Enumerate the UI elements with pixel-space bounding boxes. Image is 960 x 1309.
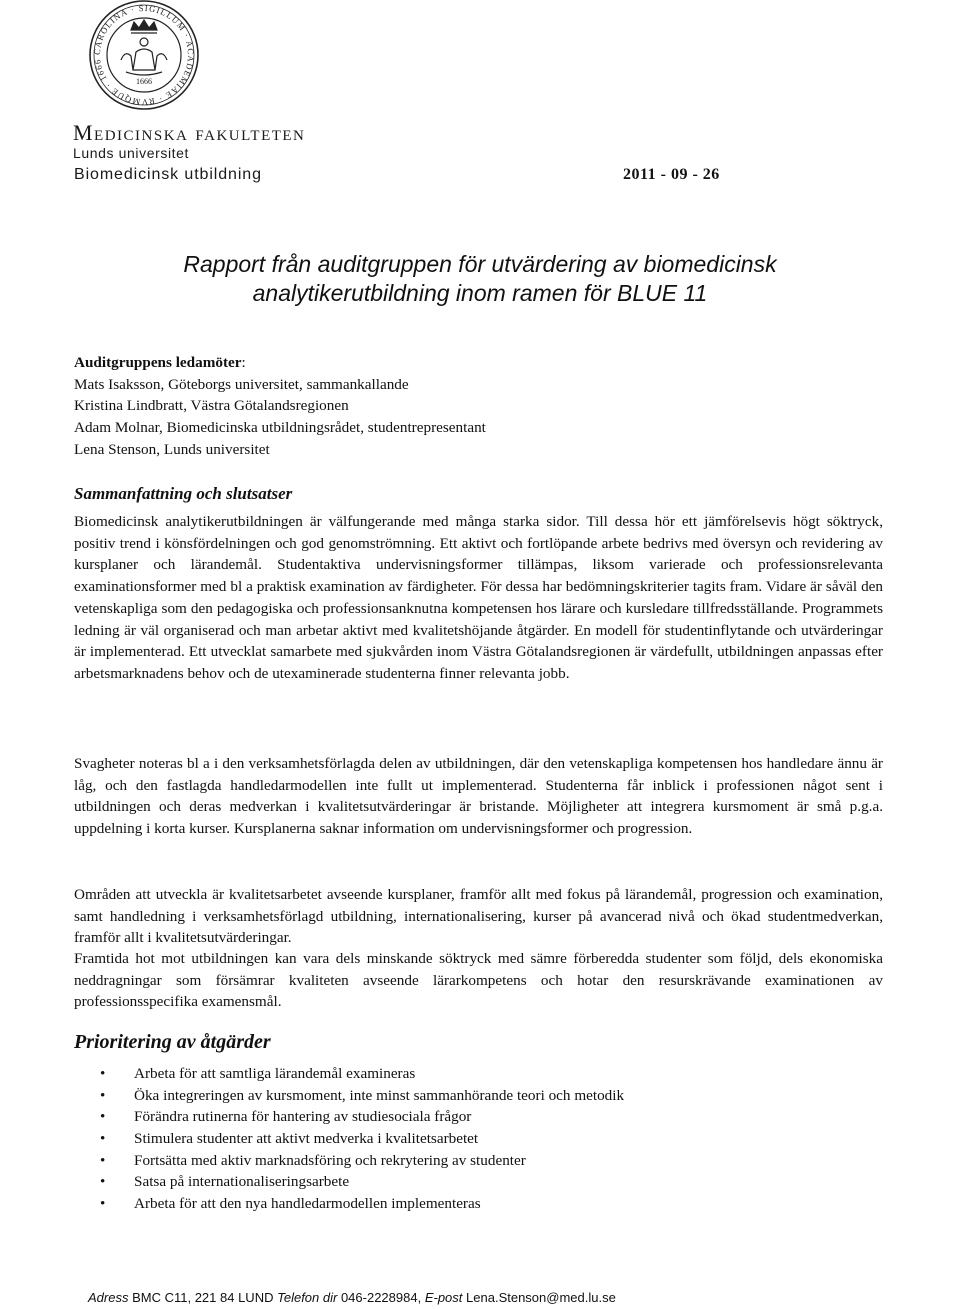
university-seal bbox=[81, 0, 207, 110]
members-heading-colon: : bbox=[241, 354, 246, 371]
footer-address-label: Adress bbox=[88, 1290, 129, 1305]
bullet-icon: • bbox=[100, 1173, 106, 1191]
priority-item-text: Fortsätta med aktiv marknadsföring och rekrytering av studenter bbox=[134, 1151, 526, 1169]
university-name: Lunds universitet bbox=[73, 145, 190, 161]
bullet-icon: • bbox=[100, 1108, 106, 1126]
seal-year: 1666 bbox=[136, 77, 152, 86]
report-title-line2: analytikerutbildning inom ramen för BLUE 11 bbox=[252, 280, 708, 306]
priority-item bbox=[74, 1128, 894, 1150]
members-heading-row bbox=[74, 352, 894, 374]
priority-item-text: Arbeta för att samtliga lärandemål examineras bbox=[134, 1065, 416, 1082]
summary-paragraph-strengths: Biomedicinsk analytikerutbildningen är välfungerande med många starka sidor. Till dessa hör ett jämförelsevis högt söktryck, positiv trend i könsfördelningen och god genomströmning. Ett aktivt och fortlöpande arbete bedrivs med översyn och revidering av kursplaner och lärandemål. Studentaktiva undervisningsformer tillämpas, liksom varierade och professionsrelevanta examinationsformer med bl a praktisk examination av färdigheter. För dessa har bedömningskriterier tagits fram. Vidare är såväl den vetenskapliga som den pedagogiska och professionsanknutna kompetensen hos lärare och kursledare tillfredsställande. Programmets ledning är väl organiserad och man arbetar aktivt med kvalitetshöjande åtgärder. En modell för studentinflytande och utvärderingar är implementerad. Ett utvecklat samarbete med sjukvården inom Västra Götalandsregionen är värdefullt, utbildningen anpassas efter arbetsmarknadens behov och de utexaminerade studenterna finner relevanta jobb. bbox=[74, 513, 883, 682]
footer-phone: 046-2228984, bbox=[340, 1290, 422, 1305]
summary-heading: Sammanfattning och slutsatser bbox=[74, 484, 293, 503]
member-item: Lena Stenson, Lunds universitet bbox=[74, 440, 270, 458]
report-title-line1: Rapport från auditgruppen för utvärdering av biomedicinsk bbox=[183, 251, 777, 277]
seal-text: CAROLINA · SIGILLUM · ACADEMIAE · RVMQUE · 1666 bbox=[91, 2, 197, 108]
priority-item bbox=[74, 1150, 894, 1172]
members-heading: Auditgruppens ledamöter bbox=[74, 354, 242, 371]
document-date: 2011 - 09 - 26 bbox=[623, 166, 720, 183]
bullet-icon: • bbox=[100, 1195, 106, 1213]
report-title bbox=[100, 250, 860, 308]
bullet-icon: • bbox=[100, 1086, 106, 1104]
priority-item-text: Satsa på internationaliseringsarbete bbox=[134, 1173, 350, 1191]
member-item: Kristina Lindbratt, Västra Götalandsregionen bbox=[74, 397, 349, 415]
program-name: Biomedicinsk utbildning bbox=[74, 166, 262, 183]
priority-item bbox=[74, 1106, 894, 1128]
footer-email-label: E-post bbox=[424, 1290, 463, 1305]
priority-item bbox=[74, 1063, 894, 1085]
summary-paragraph-threats: Framtida hot mot utbildningen kan vara dels minskande söktryck med sämre förberedda studenter som följd, dels ekonomiska neddragningar som försämrar kvaliteten avseende lärarkompetens och hotar den resurskrävande examinationen av professionsspecifika examensmål. bbox=[74, 950, 883, 1011]
bullet-icon: • bbox=[100, 1130, 106, 1148]
faculty-name: Medicinska fakulteten bbox=[73, 120, 306, 145]
priority-item-text: Förändra rutinerna för hantering av studiesociala frågor bbox=[134, 1108, 472, 1126]
footer-phone-label: Telefon dir bbox=[277, 1290, 338, 1305]
priorities-heading: Prioritering av åtgärder bbox=[74, 1031, 271, 1053]
audit-members bbox=[74, 352, 894, 461]
bullet-icon: • bbox=[100, 1065, 106, 1082]
priority-item bbox=[74, 1171, 894, 1193]
summary-paragraph-development: Områden att utveckla är kvalitetsarbetet avseende kursplaner, framför allt med fokus på lärandemål, progression och examination, samt handledning i verksamhetsförlagd utbildning, internationalisering, kurser på avancerad nivå och ökad studentmedverkan, framför allt i kvalitetsutvärderingar. bbox=[74, 886, 883, 947]
footer-email-link[interactable]: Lena.Stenson@med.lu.se bbox=[466, 1290, 616, 1305]
priority-item bbox=[74, 1085, 894, 1107]
footer-contact bbox=[88, 1290, 616, 1305]
bullet-icon: • bbox=[100, 1151, 106, 1169]
priority-item bbox=[74, 1193, 894, 1215]
footer-address: BMC C11, 221 84 LUND bbox=[132, 1290, 274, 1305]
priority-item-text: Stimulera studenter att aktivt medverka i kvalitetsarbetet bbox=[134, 1130, 479, 1148]
priority-item-text: Arbeta för att den nya handledarmodellen implementeras bbox=[134, 1195, 481, 1213]
member-item: Mats Isaksson, Göteborgs universitet, sammankallande bbox=[74, 375, 409, 393]
priorities-list bbox=[74, 1063, 894, 1215]
priority-item-text: Öka integreringen av kursmoment, inte minst sammanhörande teori och metodik bbox=[134, 1086, 625, 1104]
summary-paragraph-weaknesses: Svagheter noteras bl a i den verksamhetsförlagda delen av utbildningen, där den vetenskapliga kompetensen hos handledare ännu är låg, och den fastlagda handledarmodellen inte fullt ut implementerad. Studenterna får inblick i professionen något sent i utbildningen och deras medverkan i kvalitetsutvärderingar är bristande. Möjligheter att integrera kursmoment är små p.g.a. uppdelning i korta kurser. Kursplanerna saknar information om undervisningsformer och progression. bbox=[74, 755, 883, 838]
member-item: Adam Molnar, Biomedicinska utbildningsrådet, studentrepresentant bbox=[74, 419, 486, 437]
